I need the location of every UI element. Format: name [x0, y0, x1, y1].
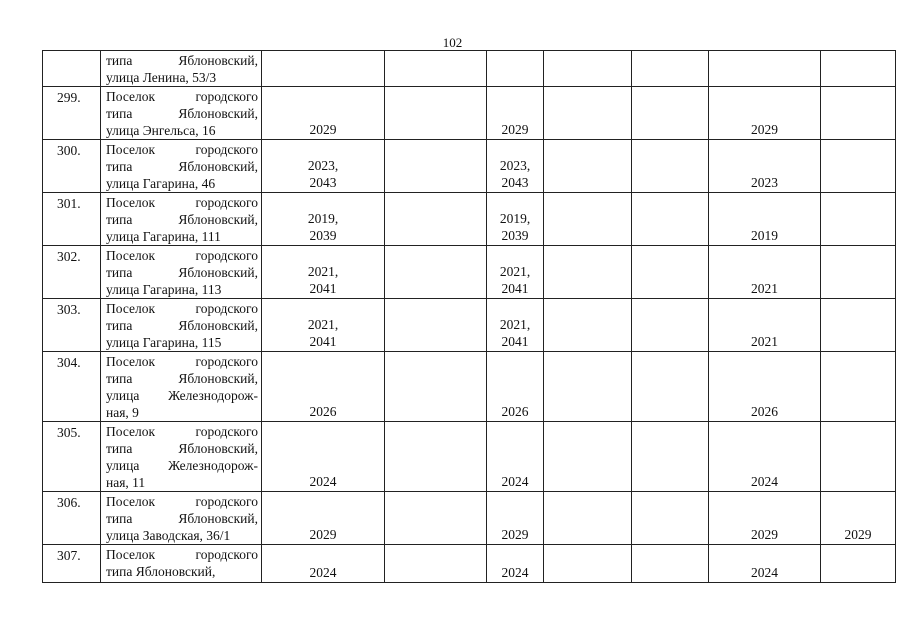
row-number: 305.: [43, 422, 101, 492]
year-value: 2024: [501, 565, 529, 580]
year-value: 2021, 2041: [499, 264, 531, 296]
year-cell-c7: [821, 246, 896, 299]
table-row: [43, 51, 896, 87]
year-value: 2026: [309, 404, 337, 419]
year-value: 2024: [309, 565, 337, 580]
year-cell-c5: [632, 492, 709, 545]
year-cell-c6: [709, 140, 821, 193]
address-line: улица Железнодорож-: [106, 458, 258, 473]
year-value: 2029: [751, 527, 778, 542]
year-cell-c4: [544, 193, 632, 246]
year-cell-c2: [385, 545, 487, 583]
year-cell-c7: [821, 193, 896, 246]
year-cell-c7: [821, 492, 896, 545]
year-cell-c4: [544, 492, 632, 545]
year-cell-c4: [544, 352, 632, 422]
row-number: 302.: [43, 246, 101, 299]
address-line: типа Яблоновский,: [106, 53, 258, 68]
year-value: 2021, 2041: [307, 264, 339, 296]
year-value: 2021: [751, 281, 778, 296]
year-cell-c2: [385, 246, 487, 299]
address-line: типа Яблоновский,: [106, 371, 258, 386]
year-value: 2029: [751, 122, 778, 137]
year-cell-c6: [709, 51, 821, 87]
address-line: типа Яблоновский,: [106, 441, 258, 456]
year-cell-c5: [632, 545, 709, 583]
year-cell-c4: [544, 87, 632, 140]
address-cell: [101, 545, 262, 583]
registry-table: [42, 50, 896, 583]
year-value: 2021, 2041: [499, 317, 531, 349]
year-cell-c7: [821, 51, 896, 87]
address-line: типа Яблоновский,: [106, 564, 216, 579]
address-line: Поселок городского: [106, 424, 258, 439]
table-row: [43, 87, 896, 140]
year-cell-c5: [632, 246, 709, 299]
row-number: 304.: [43, 352, 101, 422]
year-value: 2029: [501, 527, 529, 542]
year-cell-c5: [632, 299, 709, 352]
year-value: 2029: [309, 122, 337, 137]
year-value: 2024: [751, 474, 778, 489]
table-row: [43, 299, 896, 352]
year-cell-c1: [262, 140, 385, 193]
address-line: Поселок городского: [106, 89, 258, 104]
address-cell: [101, 299, 262, 352]
year-value: 2026: [751, 404, 778, 419]
year-cell-c3: [487, 492, 544, 545]
row-number: 300.: [43, 140, 101, 193]
year-value: 2029: [309, 527, 337, 542]
year-cell-c7: [821, 422, 896, 492]
year-cell-c1: [262, 352, 385, 422]
year-cell-c2: [385, 422, 487, 492]
year-cell-c6: [709, 299, 821, 352]
year-cell-c2: [385, 87, 487, 140]
address-line: Поселок городского: [106, 248, 258, 263]
year-cell-c2: [385, 51, 487, 87]
address-line: типа Яблоновский,: [106, 318, 258, 333]
year-cell-c3: [487, 140, 544, 193]
address-line: улица Железнодорож-: [106, 388, 258, 403]
year-cell-c6: [709, 193, 821, 246]
year-cell-c3: [487, 545, 544, 583]
year-cell-c1: [262, 87, 385, 140]
year-value: 2023: [751, 175, 778, 190]
address-line: типа Яблоновский,: [106, 212, 258, 227]
table-row: [43, 545, 896, 583]
year-cell-c1: [262, 299, 385, 352]
year-cell-c4: [544, 140, 632, 193]
address-line: улица Ленина, 53/3: [106, 70, 217, 85]
row-number: [43, 51, 101, 87]
address-cell: [101, 422, 262, 492]
year-cell-c4: [544, 299, 632, 352]
table-row: [43, 422, 896, 492]
address-line: улица Гагарина, 111: [106, 229, 221, 244]
year-cell-c4: [544, 422, 632, 492]
address-line: ная, 11: [106, 475, 146, 490]
page-number: 102: [442, 35, 463, 50]
table-row: [43, 492, 896, 545]
address-line: типа Яблоновский,: [106, 511, 258, 526]
year-value: 2019: [751, 228, 778, 243]
year-cell-c6: [709, 352, 821, 422]
address-line: типа Яблоновский,: [106, 106, 258, 121]
year-cell-c6: [709, 246, 821, 299]
table-row: [43, 140, 896, 193]
year-cell-c1: [262, 422, 385, 492]
year-cell-c5: [632, 51, 709, 87]
year-cell-c3: [487, 51, 544, 87]
year-cell-c7: [821, 299, 896, 352]
year-cell-c6: [709, 545, 821, 583]
address-line: улица Энгельса, 16: [106, 123, 216, 138]
year-cell-c1: [262, 51, 385, 87]
address-line: улица Заводская, 36/1: [106, 528, 231, 543]
address-line: Поселок городского: [106, 494, 258, 509]
year-value: 2024: [309, 474, 337, 489]
row-number: 307.: [43, 545, 101, 583]
year-cell-c3: [487, 246, 544, 299]
year-value: 2024: [751, 565, 778, 580]
year-cell-c5: [632, 352, 709, 422]
year-cell-c2: [385, 492, 487, 545]
year-cell-c2: [385, 299, 487, 352]
row-number: 303.: [43, 299, 101, 352]
year-value: 2023, 2043: [499, 158, 531, 190]
year-cell-c5: [632, 422, 709, 492]
year-cell-c3: [487, 422, 544, 492]
address-cell: [101, 492, 262, 545]
address-cell: [101, 193, 262, 246]
row-number: 299.: [43, 87, 101, 140]
address-line: улица Гагарина, 115: [106, 335, 222, 350]
year-cell-c5: [632, 87, 709, 140]
year-cell-c1: [262, 545, 385, 583]
year-cell-c6: [709, 422, 821, 492]
year-value: 2021: [751, 334, 778, 349]
year-value: 2021, 2041: [307, 317, 339, 349]
year-cell-c3: [487, 352, 544, 422]
address-cell: [101, 87, 262, 140]
year-cell-c3: [487, 193, 544, 246]
year-cell-c2: [385, 193, 487, 246]
year-cell-c7: [821, 352, 896, 422]
year-cell-c1: [262, 492, 385, 545]
row-number: 301.: [43, 193, 101, 246]
table-body: [43, 51, 896, 583]
address-line: Поселок городского: [106, 354, 258, 369]
year-cell-c3: [487, 87, 544, 140]
address-line: ная, 9: [106, 405, 139, 420]
address-line: улица Гагарина, 113: [106, 282, 222, 297]
year-cell-c5: [632, 193, 709, 246]
year-cell-c5: [632, 140, 709, 193]
address-cell: [101, 51, 262, 87]
year-value: 2023, 2043: [307, 158, 339, 190]
year-cell-c1: [262, 246, 385, 299]
address-line: Поселок городского: [106, 142, 258, 157]
year-cell-c2: [385, 140, 487, 193]
year-cell-c4: [544, 51, 632, 87]
table-row: [43, 193, 896, 246]
year-cell-c6: [709, 492, 821, 545]
year-value: 2026: [501, 404, 529, 419]
address-cell: [101, 352, 262, 422]
year-cell-c1: [262, 193, 385, 246]
row-number: 306.: [43, 492, 101, 545]
year-value: 2029: [844, 527, 872, 542]
table-row: [43, 246, 896, 299]
year-value: 2019, 2039: [499, 211, 531, 243]
address-cell: [101, 140, 262, 193]
year-cell-c7: [821, 545, 896, 583]
year-cell-c4: [544, 545, 632, 583]
year-cell-c7: [821, 140, 896, 193]
year-cell-c4: [544, 246, 632, 299]
year-cell-c6: [709, 87, 821, 140]
year-cell-c2: [385, 352, 487, 422]
address-line: типа Яблоновский,: [106, 265, 258, 280]
address-line: улица Гагарина, 46: [106, 176, 216, 191]
year-cell-c3: [487, 299, 544, 352]
year-value: 2019, 2039: [307, 211, 339, 243]
year-value: 2024: [501, 474, 529, 489]
address-line: Поселок городского: [106, 547, 258, 562]
address-line: Поселок городского: [106, 301, 258, 316]
year-cell-c7: [821, 87, 896, 140]
address-cell: [101, 246, 262, 299]
address-line: типа Яблоновский,: [106, 159, 258, 174]
table-row: [43, 352, 896, 422]
address-line: Поселок городского: [106, 195, 258, 210]
year-value: 2029: [501, 122, 529, 137]
